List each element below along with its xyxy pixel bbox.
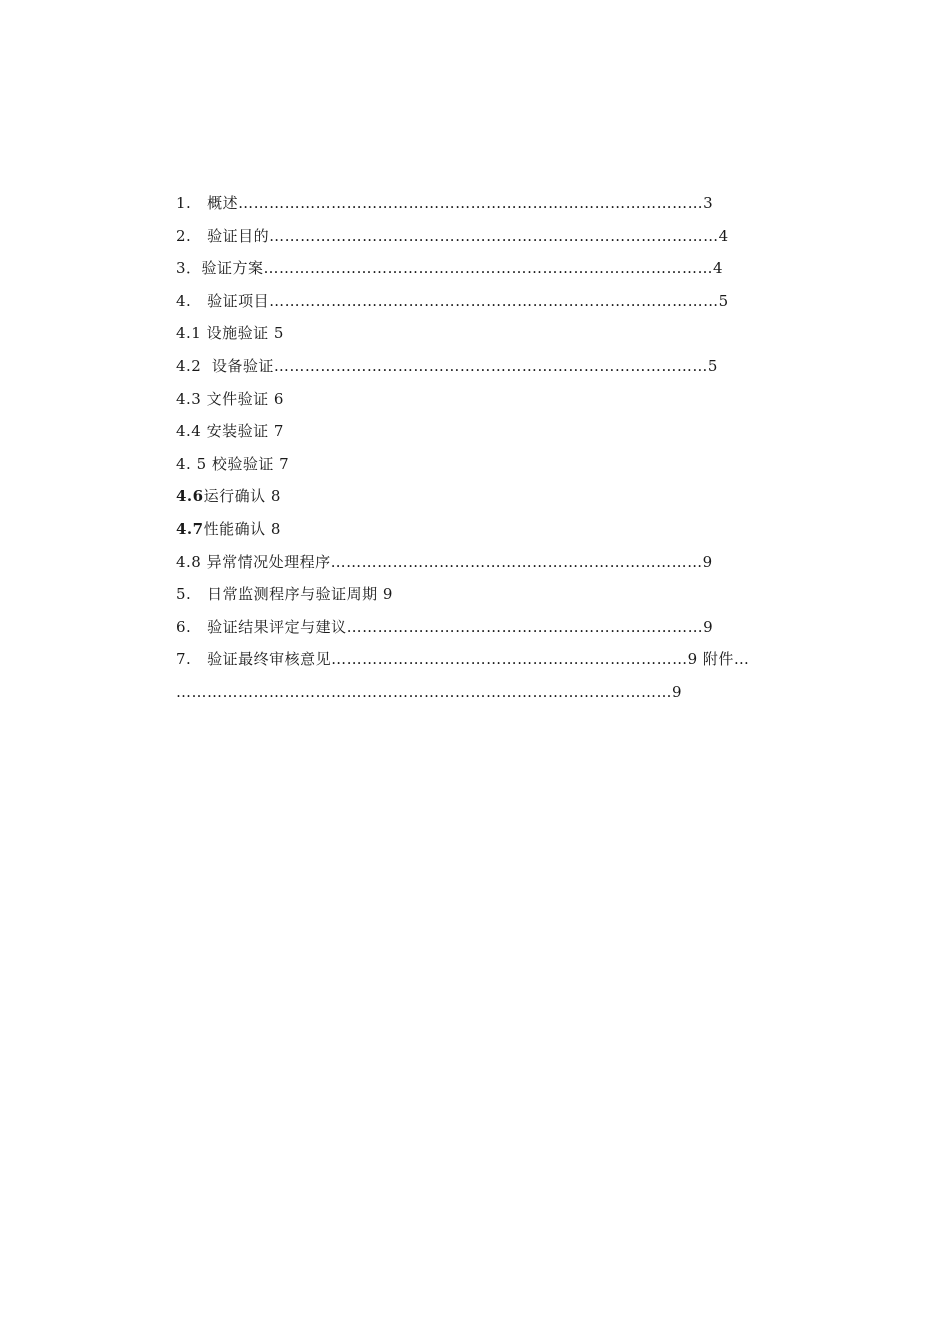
toc-entry-text: 性能确认 8 — [203, 519, 281, 538]
toc-entry-2[interactable] — [176, 225, 816, 258]
toc-entry-text: ……………………………………………………………………………………9 — [176, 682, 683, 701]
toc-entry-number: 4.7 — [176, 519, 204, 538]
toc-entry-text: 2. 验证目的……………………………………………………………………………4 — [176, 226, 729, 245]
toc-entry-text: 4.3 文件验证 6 — [176, 389, 284, 408]
toc-entry-4-3[interactable] — [176, 388, 816, 421]
toc-entry-6[interactable] — [176, 616, 816, 649]
toc-entry-4-8[interactable] — [176, 551, 816, 584]
toc-entry-text: 6. 验证结果评定与建议……………………………………………………………9 — [176, 617, 714, 636]
toc-entry-text: 1. 概述………………………………………………………………………………3 — [176, 194, 714, 212]
toc-entry-text: 4.4 安装验证 7 — [176, 422, 284, 441]
toc-entry-4-2[interactable] — [176, 355, 816, 388]
table-of-contents — [176, 192, 816, 714]
toc-entry-text: 运行确认 8 — [203, 487, 281, 506]
toc-entry-5[interactable] — [176, 583, 816, 616]
toc-entry-4-5[interactable] — [176, 453, 816, 486]
toc-entry-3[interactable] — [176, 257, 816, 290]
toc-entry-4-4[interactable] — [176, 420, 816, 453]
toc-entry-4-7[interactable] — [176, 518, 816, 551]
toc-entry-text: 4.8 异常情况处理程序………………………………………………………………9 — [176, 552, 713, 571]
toc-entry-text: 4.1 设施验证 5 — [176, 324, 284, 343]
toc-entry-7[interactable] — [176, 648, 816, 681]
toc-entry-4-1[interactable] — [176, 322, 816, 355]
toc-entry-text: 5. 日常监测程序与验证周期 9 — [176, 585, 393, 604]
toc-entry-text: 4. 5 校验验证 7 — [176, 454, 290, 473]
toc-entry-text: 4.2 设备验证…………………………………………………………………………5 — [176, 356, 718, 375]
toc-entry-number: 4.6 — [176, 487, 204, 506]
toc-entry-1[interactable] — [176, 192, 816, 225]
toc-entry-text: 4. 验证项目……………………………………………………………………………5 — [176, 291, 729, 310]
toc-entry-text: 7. 验证最终审核意见……………………………………………………………9 附件… — [176, 650, 750, 669]
toc-entry-text: 3．验证方案……………………………………………………………………………4 — [176, 259, 724, 278]
toc-entry-4[interactable] — [176, 290, 816, 323]
toc-entry-appendix[interactable] — [176, 681, 816, 714]
toc-entry-4-6[interactable] — [176, 485, 816, 518]
